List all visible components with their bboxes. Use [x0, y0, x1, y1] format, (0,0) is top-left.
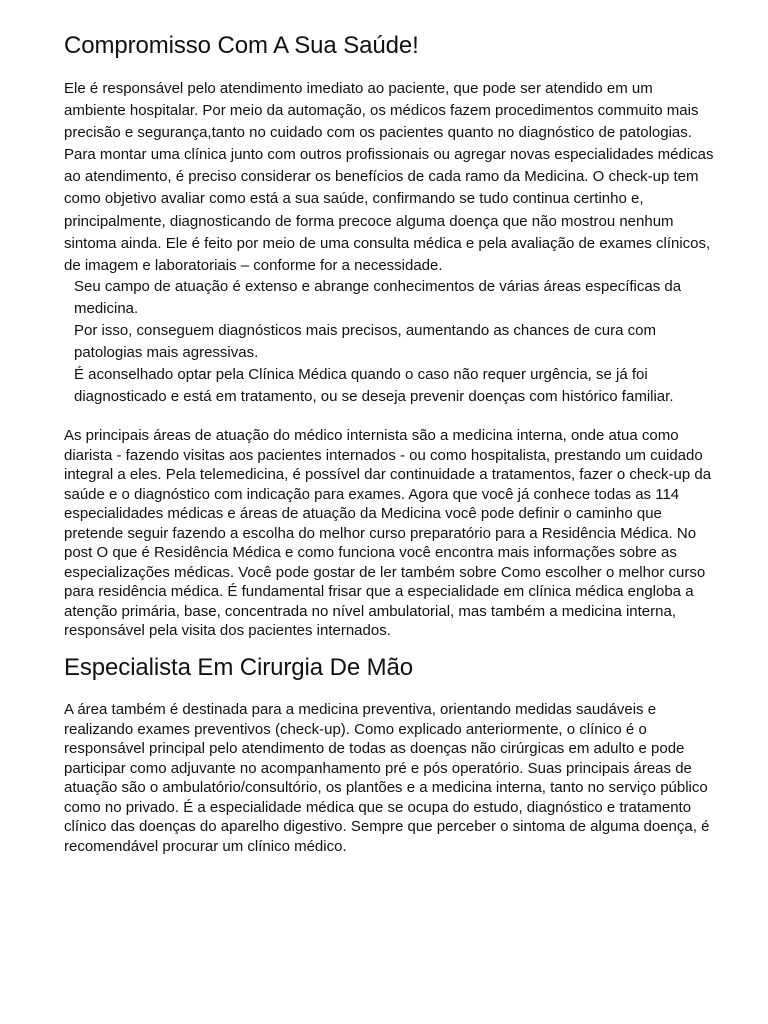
list-item: Por isso, conseguem diagnósticos mais precisos, aumentando as chances de cura com patologias mais agressivas.: [74, 322, 656, 362]
paragraph-areas-atuacao: As principais áreas de atuação do médico internista são a medicina interna, onde atua como diarista - fazendo visitas aos pacientes internados - ou como hospitalista, prestando um cuidado integral a eles. Pela telemedicina, é possível dar continuidade a tratamentos, fazer o check-up da saúde e o diagnóstico com indicação para exames. Agora que você já conhece todas as 114 especialidades médicas e áreas de atuação da Medicina você pode definir o caminho que pretende seguir fazendo a escolha do melhor curso preparatório para a Residência Médica. No post O que é Residência Médica e como funciona você encontra mais informações sobre as especializações médicas. Você pode gostar de ler também sobre Como escolher o melhor curso para residência médica. É fundamental frisar que a especialidade em clínica médica engloba a atenção primária, base, concentrada no nível ambulatorial, mas também a medicina interna, responsável pela visita dos pacientes internados.: [64, 427, 712, 639]
section-heading-compromisso: Compromisso Com A Sua Saúde!: [64, 32, 419, 59]
bullet-list: [74, 276, 724, 409]
list-item: Seu campo de atuação é extenso e abrange conhecimentos de várias áreas específicas da medicina.: [74, 278, 682, 318]
section-heading-cirurgia-mao: Especialista Em Cirurgia De Mão: [64, 654, 414, 681]
paragraph-medicina-preventiva: A área também é destinada para a medicina preventiva, orientando medidas saudáveis e realizando exames preventivos (check-up). Como explicado anteriormente, o clínico é o responsável principal pelo atendimento de todas as doenças não cirúrgicas em adulto e pode participar como adjuvante no acompanhamento pré e pós operatório. Suas principais áreas de atuação são o ambulatório/consultório, os plantões e a medicina interna, tanto no serviço público como no privado. É a especialidade médica que se ocupa do estudo, diagnóstico e tratamento clínico das doenças do aparelho digestivo. Sempre que perceber o sintoma de alguma doença, é recomendável procurar um clínico médico.: [64, 701, 710, 855]
paragraph-intro: Ele é responsável pelo atendimento imediato ao paciente, que pode ser atendido em um ambiente hospitalar. Por meio da automação, os médicos fazem procedimentos commuito mais precisão e segurança,tanto no cuidado com os pacientes quanto no diagnóstico de patologias. Para montar uma clínica junto com outros profissionais ou agregar novas especialidades médicas ao atendimento, é preciso considerar os benefícios de cada ramo da Medicina. O check-up tem como objetivo avaliar como está a sua saúde, confirmando se tudo continua certinho e, principalmente, diagnosticando de forma precoce alguma doença que não mostrou nenhum sintoma ainda. Ele é feito por meio de uma consulta médica e pela avaliação de exames clínicos, de imagem e laboratoriais – conforme for a necessidade.: [64, 80, 714, 274]
list-item: É aconselhado optar pela Clínica Médica quando o caso não requer urgência, se já foi diagnosticado e está em tratamento, ou se deseja prevenir doenças com histórico familiar.: [74, 366, 674, 406]
